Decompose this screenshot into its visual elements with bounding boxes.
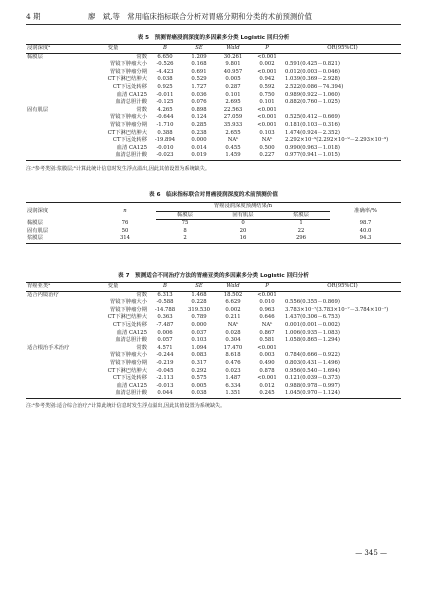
table5-row-cell: CT下淋巴结肿大 [107,129,147,136]
running-title: 廖 斌,等 常用临床指标联合分析对胃癌分期和分类的术前预测价值 [88,12,313,21]
table5-row-cell: -0.125 [156,99,174,106]
table5-row-cell: CT下远处转移 [112,137,147,144]
table5-row-cell: 血清总胆汁酸 [115,99,147,106]
table7-row-cell: <0.001 [257,291,277,298]
table7-row-cell: 1.006(0.935－1.083) [285,329,340,336]
table7-row [26,352,401,360]
table5-row-cell: 30.261 [223,53,243,60]
table7-row-cell: 0.490 [259,359,275,366]
table5-row-cell: 0.989(0.922－1.060) [285,91,340,98]
table5-col-b: B [148,45,182,54]
issue-number: 4 期 [26,12,41,21]
table6-caption: 表 6 临床指标联合对胃癌浸润深度的术前预测价值 [149,192,278,198]
table7-row-cell: 0.121(0.039－0.373) [285,375,340,382]
table5-row-cell: 黏膜层 [27,53,43,60]
table7-row-cell: 胃镜下肿瘤大小 [109,352,147,359]
table5-row [26,137,401,145]
table7-body [26,291,401,398]
table7-row-cell: CT下淋巴结肿大 [107,367,147,374]
table7-row-cell: 0.038 [182,390,216,398]
table5-row-cell: 0.002 [259,61,275,68]
table5-row-cell: 血清 CA125 [116,144,147,151]
table5-row-cell: 0.591(0.425－0.821) [285,61,340,68]
table5-row-cell: 0.019 [182,152,216,160]
table5-row-cell: 0.925 [157,83,173,90]
table6-row-cell: 40.0 [359,227,372,234]
table7-row-cell: 适合根治手术治疗 [27,344,70,351]
table7-row-cell: 0.784(0.666－0.922) [285,352,340,359]
table7-col-variable: 变量 [78,283,148,292]
table7-row-cell: 0.956(0.540－1.694) [285,367,340,374]
table5-row-cell: 1.459 [216,152,250,160]
table6-row-cell: 20 [239,227,247,234]
table7-row [26,345,401,353]
table5-caption: 表 5 预测胃癌浸润深度的多因素多分类 Logistic 回归分析 [137,35,290,41]
table7-row-cell: -7.487 [156,321,174,328]
table7-row [26,314,401,322]
table5-row-cell: <0.001 [257,106,277,113]
table5-row-cell: 0.285 [191,121,207,128]
table7-row-cell: NAᵇ [261,321,273,328]
table7-row-cell: 血清总胆汁酸 [115,337,147,344]
table6-subcol-muscularis: 固有肌层 [214,211,272,220]
table6-row [26,228,401,236]
table5-row-cell: 血清 CA125 [116,91,147,98]
table7-col-b: B [148,283,182,292]
table7-row-cell: 0.001(0.001－0.002) [285,321,340,328]
table5-row-cell: NAᵇ [261,137,273,144]
table5-row-cell: 0.592 [259,83,275,90]
table5-row-cell: 0.101 [259,99,275,106]
table5-row-cell: 0.036 [191,91,207,98]
table7-row-cell: -0.244 [156,352,174,359]
table7-row-cell: 0.057 [157,337,173,344]
table5-row-cell: <0.001 [257,53,277,60]
table6-row-cell: 314 [94,235,156,243]
table5-row-cell: <0.001 [257,114,277,121]
table5-row [26,99,401,107]
table5-row-cell: 0.388 [157,129,173,136]
table7-row-cell [26,390,78,398]
table7-row-cell: 6.629 [225,299,241,306]
table6-body [26,220,401,244]
table5-row-cell: 0.014 [191,144,207,151]
table7-row-cell: 1.094 [191,344,207,351]
table6-subcol-serosa: 浆膜层 [272,211,330,220]
table7-row-cell: 0.878 [259,367,275,374]
table5-row-cell: 2.522(0.086－74.394) [285,83,344,90]
table6-row-cell: 2 [156,235,214,243]
table7-row-cell: 6.334 [225,382,241,389]
table5-row-cell: -0.644 [156,114,174,121]
table6-row-cell: 22 [297,227,305,234]
table7-row-cell: 0.023 [225,367,241,374]
table7-row-cell [26,299,78,307]
table7-row-cell: 17.470 [223,344,243,351]
table7-row [26,368,401,376]
table5-row-cell: 0.076 [191,99,207,106]
table6-col-accuracy: 准确率/% [330,203,401,220]
table7-header-row [26,283,401,292]
table6-row-cell: 75 [181,220,189,227]
table7-row-cell: 0.304 [225,337,241,344]
table7-row-cell: CT下远处转移 [112,375,147,382]
table5-note: 注:ᵃ参考类别:浆膜层;ᵇ计算此统计信息时发生浮点溢出,因此其值设置为系统缺失。 [26,166,210,172]
table5-row [26,152,401,160]
table5-row-cell: 0.882(0.760－1.025) [285,99,340,106]
table5-row-cell: 1.727 [191,83,207,90]
table5-row-cell: 常数 [136,53,147,60]
table5-row-cell: 0.942 [259,76,275,83]
table7-row-cell: 0.963 [259,306,275,313]
table5-row-cell: 0.525(0.412－0.669) [285,114,340,121]
table5-row-cell: 35.933 [223,121,243,128]
table7-row-cell: 血清 CA125 [116,382,147,389]
table5-row-cell: -0.011 [156,91,174,98]
table5-row [26,84,401,92]
table7-row-cell [26,352,78,360]
table5-row-cell: 胃镜下肿瘤分期 [109,68,147,75]
table7-row-cell: 0.317 [191,359,207,366]
table7-row-cell: 0.044 [148,390,182,398]
table6-row-cell: 1 [299,220,303,227]
table7-row-cell: 1.351 [216,390,250,398]
table7-row-cell: 0.010 [259,299,275,306]
table5-row-cell [284,53,401,61]
table7-row-cell: -0.013 [156,382,174,389]
table7-row [26,390,401,398]
table6-row-cell: 固有肌层 [27,227,49,234]
table7-row [26,330,401,338]
table5-row-cell: 0.181(0.103－0.316) [285,121,340,128]
table7-row-cell: 0.292 [191,367,207,374]
table5-row-cell: 0.500 [259,144,275,151]
table6-row-cell: 0 [241,220,245,227]
table6-col-group: 胃癌浸润深度预测结果/n [156,203,330,212]
table5-row-cell: 0.101 [225,91,241,98]
table5-row-cell: 4.265 [157,106,173,113]
table6-row-cell: 98.7 [359,219,372,226]
table5-row-cell: 6.650 [157,53,173,60]
table7-row-cell: -0.219 [156,359,174,366]
table7-row-cell: 常数 [136,291,147,298]
table5-row-cell: -1.710 [156,121,174,128]
table5-row-cell: CT下远处转移 [112,83,147,90]
table7-row-cell: 0.005 [191,382,207,389]
table7-row-cell: 0.988(0.978－0.997) [285,382,340,389]
table5-row-cell [26,130,78,138]
table5-row-cell: 2.292×10⁻⁹(2.292×10⁻⁹－2.293×10⁻⁹) [285,137,389,144]
table7-row-cell: 0.211 [225,314,241,321]
table7-row-cell: 3.783×10⁻⁷(3.783×10⁻⁷－3.784×10⁻⁷) [285,306,389,313]
table7-row-cell: 0.803(0.431－1.496) [285,359,340,366]
table6-row [26,220,401,228]
table7-row-cell [26,375,78,383]
table5-row-cell: 0.455 [225,144,241,151]
table5-row-cell: 0.750 [259,91,275,98]
table7-row-cell: 0.002 [225,306,241,313]
table5-row-cell: -0.023 [148,152,182,160]
table6-row [26,235,401,243]
table5-col-or: OR(95%CI) [284,45,401,54]
table5-row-cell: 0.124 [191,114,207,121]
table7-note: 注:ᵃ参考类别:适合综合治疗;ᵇ计算此统计信息时发生浮点溢出,因此其值设置为系统缺失。 [26,403,226,409]
table7-row-cell: 0.103 [191,337,207,344]
table5-row-cell: 胃镜下肿瘤大小 [109,114,147,121]
table7-row-cell: 0.476 [225,359,241,366]
table5-row [26,61,401,69]
table6-row-cell: 50 [121,227,129,234]
table5-row-cell [26,69,78,77]
table5-row-cell: 1.474(0.924－2.352) [285,129,340,136]
table5 [26,44,401,161]
table7-row-cell: 1.058(0.865－1.294) [285,337,340,344]
table7-row-cell: 0.028 [225,329,241,336]
table5-row-cell: 9.801 [225,61,241,68]
table7-row-cell: 1.468 [191,291,207,298]
table7-row-cell: 0.363 [157,314,173,321]
table7-row-cell: 血清 CA125 [116,329,147,336]
table7-row-cell: CT下淋巴结肿大 [107,314,147,321]
table5-col-depth: 浸润深度ᵃ [26,45,78,54]
table5-row-cell: 2.655 [225,129,241,136]
table7-row-cell: 胃镜下肿瘤分期 [109,359,147,366]
table5-row-cell: 常数 [136,106,147,113]
table5-row-cell: 0.227 [250,152,284,160]
table5-row-cell: 0.238 [191,129,207,136]
table7-row-cell: 0.228 [191,299,207,306]
table7-row-cell: 0.003 [259,352,275,359]
table7-row-cell: 胃镜下肿瘤大小 [109,299,147,306]
table6-subcol-mucosa: 黏膜层 [156,211,214,220]
table6-row-cell: 黏膜层 [27,219,43,226]
table7-row-cell: <0.001 [257,344,277,351]
table5-row [26,69,401,77]
table5-row-cell: 2.695 [225,99,241,106]
table5-row [26,145,401,153]
table5-row [26,107,401,115]
table7-col-subtype: 胃癌亚类ᵃ [26,283,78,292]
table7-row-cell: 1.487 [225,375,241,382]
table5-row-cell: -19.894 [154,137,176,144]
table7-row-cell: 0.556(0.355－0.869) [285,299,340,306]
table5-row [26,92,401,100]
table7-row-cell: 8.618 [225,352,241,359]
table7-row [26,322,401,330]
table5-row-cell: 27.059 [223,114,243,121]
table7-row-cell: 血清总胆汁酸 [78,390,148,398]
table7-row [26,307,401,315]
table7-row-cell [26,330,78,338]
table5-row-cell: 血清总胆汁酸 [78,152,148,160]
header-rule [26,24,401,25]
table5-row-cell [26,114,78,122]
table7-row-cell: -2.113 [156,375,174,382]
table5-row [26,130,401,138]
table5-row-cell: 0.012(0.003－0.046) [285,68,340,75]
table5-row-cell: <0.001 [257,68,277,75]
table6-col-n: n [94,203,156,220]
table5-row-cell [26,145,78,153]
table5-row-cell: 1.039(0.369－2.928) [285,76,340,83]
table7-row-cell: -0.588 [156,299,174,306]
table5-col-se: SE [182,45,216,54]
table5-row-cell [26,122,78,130]
table6-col-depth: 浸润深度 [26,203,94,220]
table5-row-cell: 0.898 [191,106,207,113]
table5-col-variable: 变量 [78,45,148,54]
table7-row-cell: 4.571 [157,344,173,351]
table7-row-cell [26,337,78,345]
table7-row-cell: CT下远处转移 [112,321,147,328]
table7-row-cell: -0.045 [156,367,174,374]
table7-caption: 表 7 预测适合不同治疗方法的胃癌亚类的多因素多分类 Logistic 回归分析 [118,273,309,279]
table5-row-cell: 0.691 [191,68,207,75]
table5-row [26,114,401,122]
table7-row [26,337,401,345]
table7-row [26,360,401,368]
table5-row-cell: 0.038 [157,76,173,83]
table7-col-p: P [250,283,284,292]
table7-col-se: SE [182,283,216,292]
table7-row-cell: 0.083 [191,352,207,359]
table7-row-cell [26,314,78,322]
table5-col-wald: Wald [216,45,250,54]
table7-row-cell: NAᵇ [227,321,239,328]
table6-row-cell: 8 [183,227,187,234]
table5-row-cell [26,152,78,160]
table7-row-cell [26,307,78,315]
table5-row-cell: 胃镜下肿瘤分期 [109,121,147,128]
table7-col-wald: Wald [216,283,250,292]
table5-row-cell: CT下淋巴结肿大 [107,76,147,83]
table5-row-cell: -4.423 [156,68,174,75]
page-number: — 345 — [355,549,387,557]
table7-row-cell: 0.646 [259,314,275,321]
table7-row-cell: 0.006 [157,329,173,336]
table6-row-cell: 16 [214,235,272,243]
table6-row-cell: 76 [121,219,129,226]
table5-row-cell [26,137,78,145]
table5-row-cell: 40.957 [223,68,243,75]
table7-row-cell: -14.788 [154,306,176,313]
table5-row-cell [26,99,78,107]
table5-row [26,122,401,130]
table5-row-cell [26,92,78,100]
table7-row [26,375,401,383]
table5-row-cell: 0.005 [225,76,241,83]
table7-row-cell: 常数 [136,344,147,351]
table6-row-cell: 浆膜层 [26,235,94,243]
table5-row-cell: NAᵇ [227,137,239,144]
table7-col-or: OR(95%CI) [284,283,401,292]
table7-row-cell: 0.000 [191,321,207,328]
table7-row-cell: <0.001 [257,375,277,382]
table7-row-cell [26,322,78,330]
table5-row-cell: -0.010 [156,144,174,151]
table7-row [26,299,401,307]
table5-row-cell: 1.209 [191,53,207,60]
table6 [26,202,401,244]
table7-row-cell: 0.012 [259,382,275,389]
table7-row-cell: 319.530 [188,306,210,313]
table7-row-cell: 0.581 [259,337,275,344]
table7-row-cell: 胃镜下肿瘤分期 [109,306,147,313]
table7-row [26,291,401,299]
table7-row-cell: 1.045(0.970－1.124) [284,390,401,398]
table5-row-cell: -0.526 [156,61,174,68]
table5-row-cell: <0.001 [257,121,277,128]
table5-header-row [26,45,401,54]
table5-row [26,53,401,61]
table7 [26,282,401,399]
table7-row-cell: 0.575 [191,375,207,382]
table7-row-cell: 0.245 [250,390,284,398]
table5-body [26,53,401,160]
table5-row-cell: 胃镜下肿瘤大小 [109,61,147,68]
table7-row-cell [26,383,78,391]
table6-row-cell: 94.3 [330,235,401,243]
table5-row-cell: 0.529 [191,76,207,83]
table5-row-cell [26,61,78,69]
table5-row [26,76,401,84]
table5-row-cell: 0.990(0.963－1.018) [285,144,340,151]
table5-row-cell: 0.977(0.941－1.015) [284,152,401,160]
table7-row [26,383,401,391]
table5-row-cell [26,76,78,84]
table7-row-cell: 适合内镜治疗 [27,291,59,298]
table7-row-cell: 0.867 [259,329,275,336]
table5-row-cell [26,84,78,92]
table7-row-cell: 6.313 [157,291,173,298]
table7-row-cell: 0.037 [191,329,207,336]
running-header [26,10,401,24]
table7-row-cell: 0.789 [191,314,207,321]
table5-row-cell: 固有肌层 [27,106,49,113]
table5-row-cell: 0.287 [225,83,241,90]
table5-col-p: P [250,45,284,54]
table5-row-cell: 22.563 [223,106,243,113]
table5-row-cell: 0.000 [191,137,207,144]
table7-row-cell [284,291,401,299]
table5-row-cell: 0.168 [191,61,207,68]
table6-row-cell: 296 [272,235,330,243]
table7-row-cell: 1.437(0.306－6.753) [285,314,340,321]
table7-row-cell [26,360,78,368]
table7-row-cell [26,368,78,376]
table5-row-cell: 0.103 [259,129,275,136]
table7-row-cell: 18.502 [223,291,243,298]
